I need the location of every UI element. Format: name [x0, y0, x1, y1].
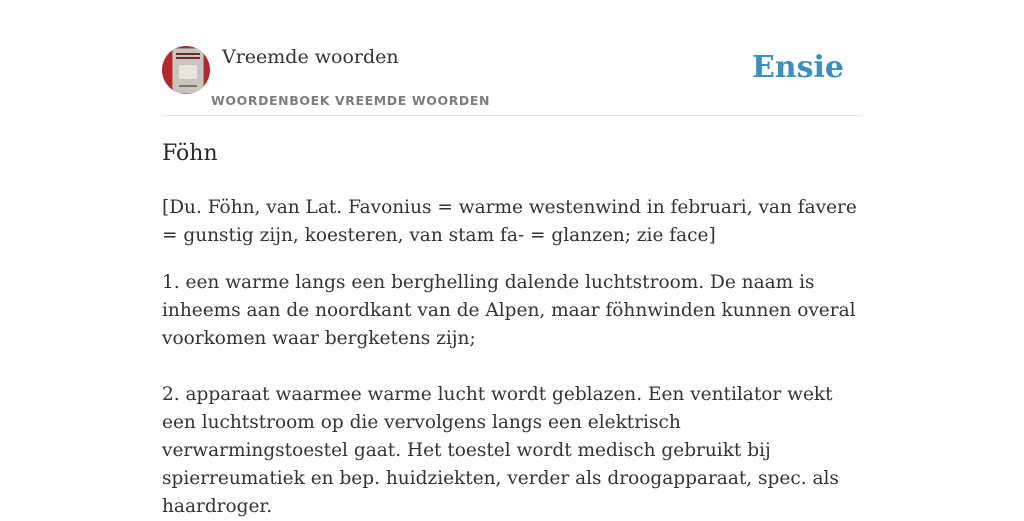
entry-etymology: [Du. Föhn, van Lat. Favonius = warme westenwind in februari, van favere = gunstig zijn, koesteren, van stam fa- = glanzen; zie face]	[162, 197, 857, 246]
definition-1: 1. een warme langs een berghelling dalende luchtstroom. De naam is inheems aan de noordkant van de Alpen, maar föhnwinden kunnen overal voorkomen waar bergketens zijn;	[162, 272, 856, 349]
header	[162, 46, 862, 116]
entry-content	[162, 138, 862, 521]
site-subtitle[interactable]: WOORDENBOEK VREEMDE WOORDEN	[211, 93, 491, 108]
site-title[interactable]: Vreemde woorden	[222, 46, 399, 68]
ensie-logo-link[interactable]: Ensie	[751, 50, 844, 85]
definition-2: 2. apparaat waarmee warme lucht wordt geblazen. Een ventilator wekt een luchtstroom op die vervolgens langs een elektrisch verwarmingstoestel gaat. Het toestel wordt medisch gebruikt bij spierreumatiek en bep. huidziekten, verder als droogapparaat, spec. als haardroger.	[162, 384, 839, 517]
entry-title: Föhn	[162, 141, 218, 166]
dictionary-cover-avatar[interactable]	[162, 46, 210, 94]
book-cover-icon	[172, 48, 204, 94]
header-divider	[162, 115, 862, 116]
